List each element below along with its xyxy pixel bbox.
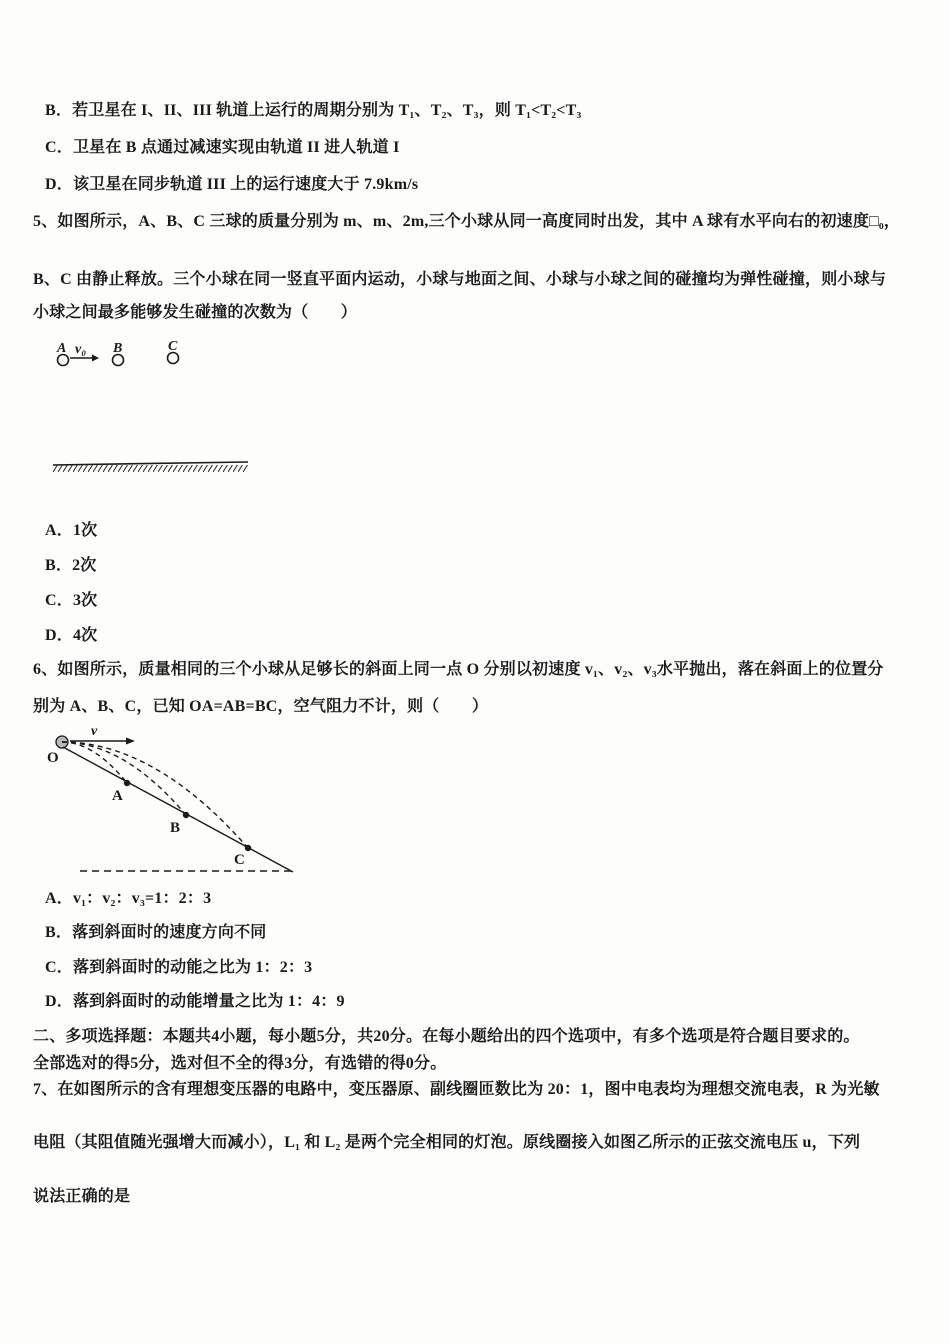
question5-line-1: 5、如图所示，A、B、C 三球的质量分别为 m、m、2m,三个小球从同一高度同时出发，其中 A 球有水平向右的初速度□₀， (33, 213, 901, 230)
q6-point-a-dot (124, 780, 130, 786)
q5-option-b: B．2次 (45, 557, 97, 574)
q6-option-b: B．落到斜面时的速度方向不同 (45, 924, 267, 941)
question6-line-2: 别为 A、B、C，已知 OA=AB=BC，空气阻力不计，则（ ） (33, 698, 489, 715)
q5-ground-line (53, 462, 248, 465)
question5-figure (48, 336, 258, 481)
question7-line-3: 说法正确的是 (33, 1188, 131, 1205)
question5-line-2: B、C 由静止释放。三个小球在同一竖直平面内运动，小球与地面之间、小球与小球之间的碰撞均为弹性碰撞，则小球与 (33, 271, 887, 288)
question7-line-1: 7、在如图所示的含有理想变压器的电路中，变压器原、副线圈匝数比为 20：1，图中电表均为理想交流电表，R 为光敏 (33, 1081, 880, 1098)
q6-velocity-label: v (91, 724, 98, 739)
q5-ball-a-label: A (57, 341, 67, 356)
q5-option-a: A．1次 (45, 522, 98, 539)
q5-ball-a-icon (58, 355, 69, 366)
question6-figure (42, 722, 322, 887)
q6-point-c-label: C (234, 852, 245, 868)
q6-point-b-label: B (170, 820, 181, 836)
q5-velocity-label: v₀ (75, 342, 87, 357)
q6-option-a: A．v₁：v₂：v₃=1：2：3 (45, 890, 212, 907)
q5-option-d: D．4次 (45, 627, 98, 644)
section2-line-2: 全部选对的得5分，选对但不全的得3分，有选错的得0分。 (33, 1055, 447, 1072)
q6-point-c-dot (245, 845, 251, 851)
q5-ground-hatch (53, 465, 248, 472)
q6-option-d: D．落到斜面时的动能增量之比为 1：4：9 (45, 993, 345, 1010)
prev-option-d: D．该卫星在同步轨道 III 上的运行速度大于 7.9km/s (45, 176, 419, 193)
question7-line-2: 电阻（其阻值随光强增大而减小），L₁ 和 L₂ 是两个完全相同的灯泡。原线圈接入如图乙所示的正弦交流电压 u，下列 (33, 1134, 861, 1151)
q6-incline-line (63, 747, 293, 872)
q6-option-c: C．落到斜面时的动能之比为 1：2：3 (45, 959, 313, 976)
question5-line-3: 小球之间最多能够发生碰撞的次数为（ ） (33, 304, 358, 321)
q6-point-b-dot (183, 812, 189, 818)
q6-origin-label: O (47, 750, 59, 766)
q5-ball-c-icon (168, 353, 179, 364)
prev-option-b: B．若卫星在 I、II、III 轨道上运行的周期分别为 T₁、T₂、T₃，则 T₁<T₂<T₃ (45, 102, 582, 119)
q6-point-a-label: A (112, 788, 123, 804)
q5-option-c: C．3次 (45, 592, 98, 609)
q6-velocity-arrowhead (126, 738, 135, 745)
prev-option-c: C．卫星在 B 点通过减速实现由轨道 II 进人轨道 I (45, 139, 400, 156)
q5-ball-b-icon (113, 355, 124, 366)
question6-line-1: 6、如图所示，质量相同的三个小球从足够长的斜面上同一点 O 分别以初速度 v₁、v₂、v₃水平抛出，落在斜面上的位置分 (33, 661, 884, 678)
q5-ball-c-label: C (168, 339, 178, 354)
q5-ball-b-label: B (113, 341, 123, 356)
section2-line-1: 二、多项选择题：本题共4小题，每小题5分，共20分。在每小题给出的四个选项中，有多个选项是符合题目要求的。 (33, 1028, 860, 1045)
q5-velocity-arrowhead (92, 355, 99, 362)
